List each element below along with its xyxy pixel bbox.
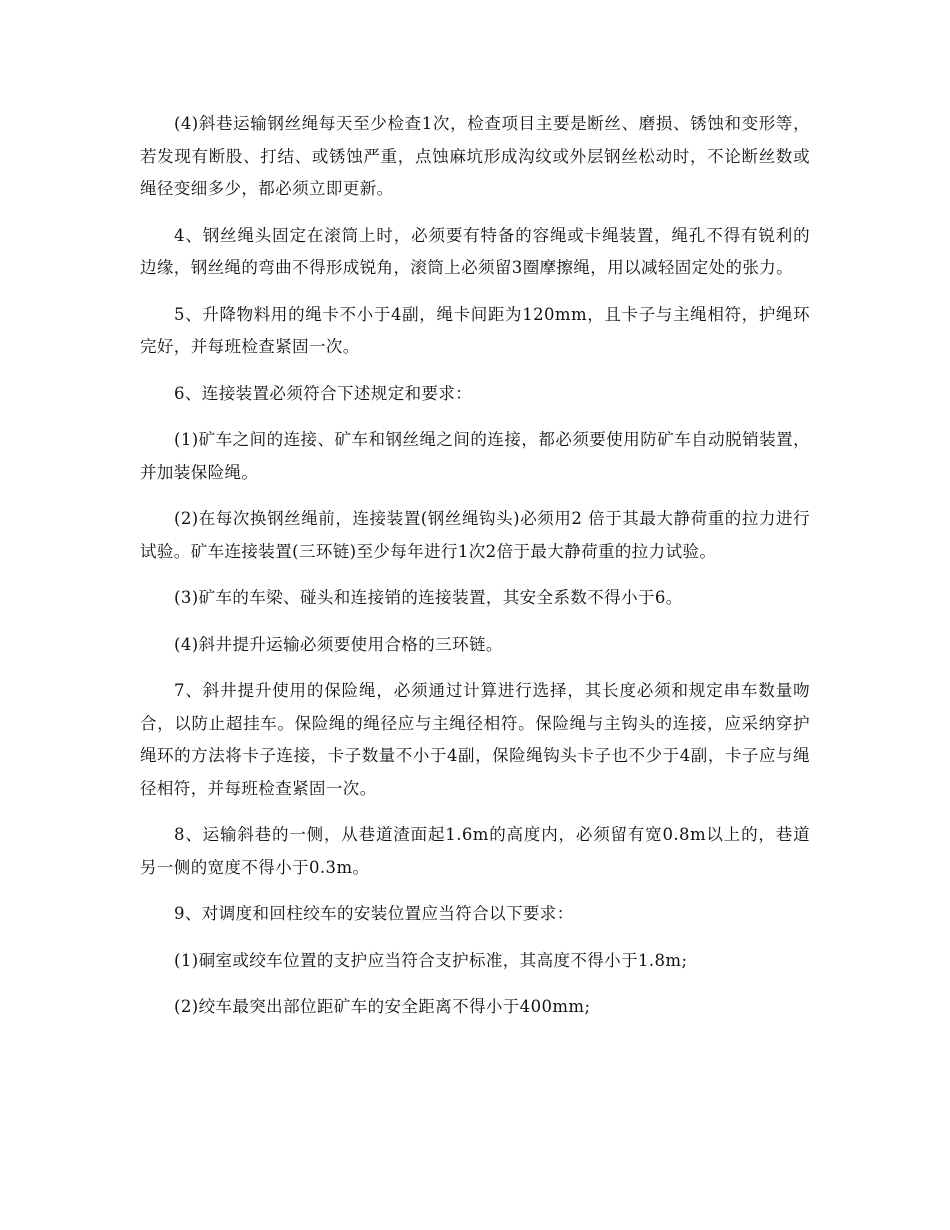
paragraph-rope-clamps: 5、升降物料用的绳卡不小于4副，绳卡间距为120mm，且卡子与主绳相符，护绳环完好，并每班检查紧固一次。 bbox=[140, 304, 810, 356]
paragraph-rope-end-fixing: 4、钢丝绳头固定在滚筒上时，必须要有特备的容绳或卡绳装置，绳孔不得有锐利的边缘，钢丝绳的弯曲不得形成锐角，滚筒上必须留3圈摩擦绳，用以减轻固定处的张力。 bbox=[140, 225, 810, 277]
paragraph-safety-rope: 7、斜井提升使用的保险绳，必须通过计算进行选择，其长度必须和规定串车数量吻合，以防止超挂车。保险绳的绳径应与主绳径相符。保险绳与主钩头的连接，应采纳穿护绳环的方法将卡子连接，卡子数量不小于4副，保险绳钩头卡子也不少于4副，卡子应与绳径相符，并每班检查紧固一次。 bbox=[140, 681, 810, 798]
paragraph-connection-item-3: (3)矿车的车梁、碰头和连接销的连接装置，其安全系数不得小于6。 bbox=[174, 588, 683, 607]
paragraph-connection-item-1: (1)矿车之间的连接、矿车和钢丝绳之间的连接，都必须要使用防矿车自动脱销装置，并加装保险绳。 bbox=[140, 430, 810, 482]
paragraph-incline-clearance: 8、运输斜巷的一侧，从巷道渣面起1.6m的高度内，必须留有宽0.8m以上的，巷道另一侧的宽度不得小于0.3m。 bbox=[140, 825, 810, 877]
paragraph-wire-rope-inspection: (4)斜巷运输钢丝绳每天至少检查1次，检查项目主要是断丝、磨损、锈蚀和变形等，若发现有断股、打结、或锈蚀严重，点蚀麻坑形成沟纹或外层钢丝松动时，不论断丝数或绳径变细多少，都必须立即更新。 bbox=[140, 114, 810, 198]
document-body bbox=[140, 108, 810, 1038]
paragraph-winch-installation: 9、对调度和回柱绞车的安装位置应当符合以下要求： bbox=[174, 904, 574, 923]
paragraph-connection-item-4: (4)斜井提升运输必须要使用合格的三环链。 bbox=[174, 634, 503, 654]
paragraph-winch-item-2: (2)绞车最突出部位距矿车的安全距离不得小于400mm; bbox=[174, 997, 591, 1016]
paragraph-connection-devices: 6、连接装置必须符合下述规定和要求： bbox=[174, 383, 473, 403]
paragraph-winch-item-1: (1)硐室或绞车位置的支护应当符合支护标准，其高度不得小于1.8m; bbox=[174, 950, 688, 970]
paragraph-connection-item-2: (2)在每次换钢丝绳前，连接装置(钢丝绳钩头)必须用2 倍于其最大静荷重的拉力进行试验。矿车连接装置(三环链)至少每年进行1次2倍于最大静荷重的拉力试验。 bbox=[140, 509, 810, 561]
